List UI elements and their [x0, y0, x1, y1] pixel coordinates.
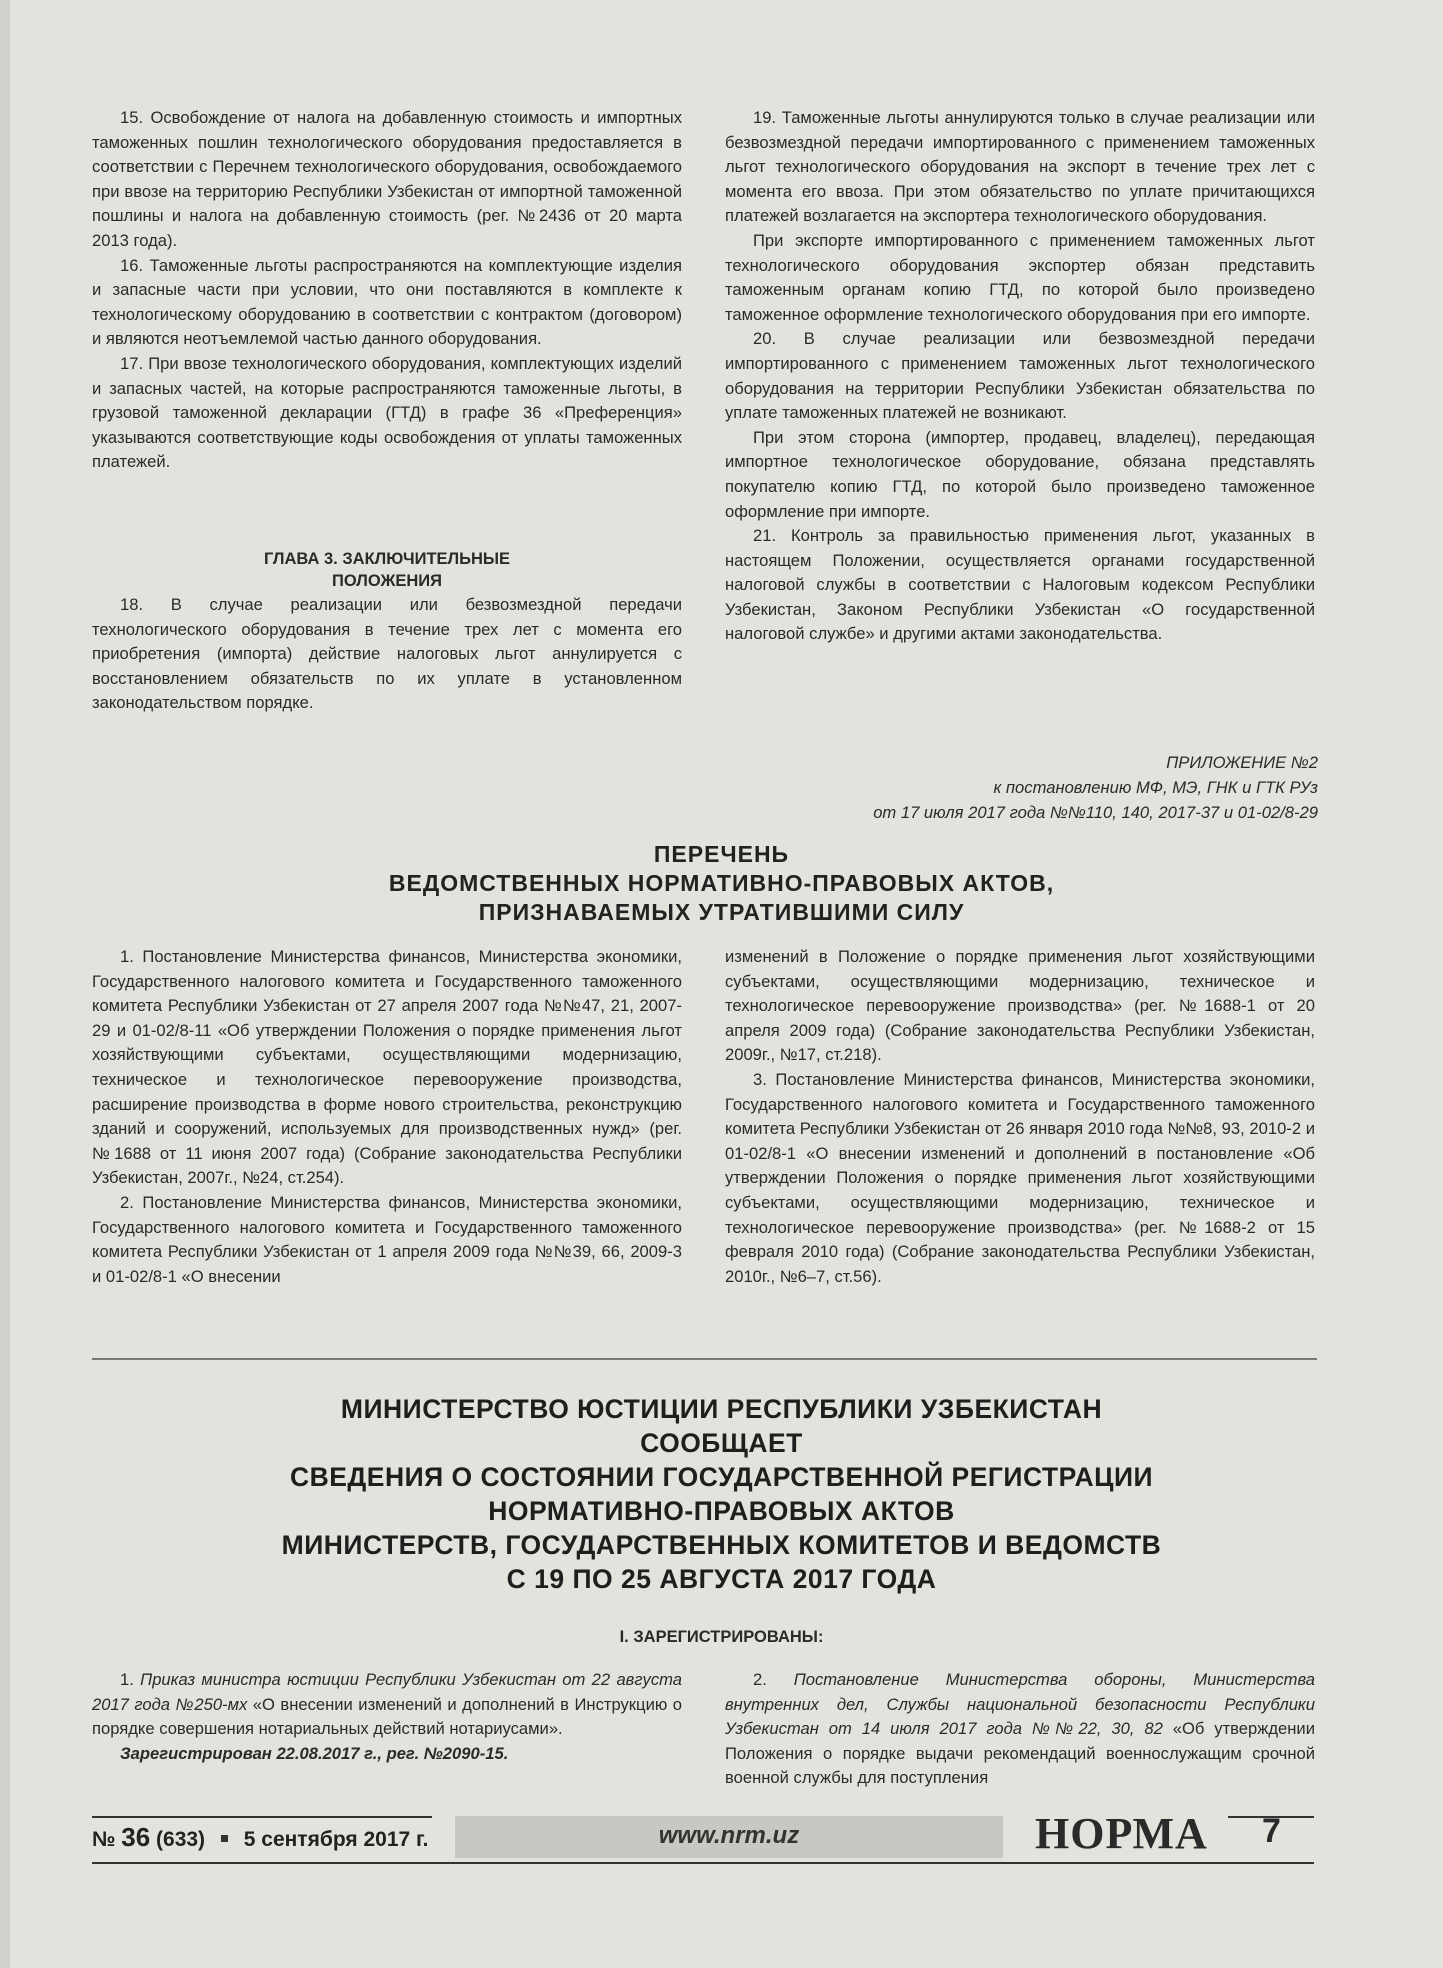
section-divider: [92, 1358, 1317, 1360]
registered-right-column: [725, 1668, 1315, 1791]
newspaper-brand: НОРМА: [1035, 1809, 1208, 1858]
issue-prefix: №: [92, 1828, 116, 1851]
list-left-column: [92, 945, 682, 1289]
list-title-line1: ПЕРЕЧЕНЬ: [653, 841, 790, 867]
list-right-column: [725, 945, 1315, 1289]
registered-item-2-num: 2.: [753, 1670, 767, 1689]
ministry-title-line4: НОРМАТИВНО-ПРАВОВЫХ АКТОВ: [488, 1496, 955, 1526]
chapter-heading-line2: ПОЛОЖЕНИЯ: [331, 572, 443, 590]
footer-top-rule: [92, 1816, 432, 1818]
registered-item-2-title: Постановление Министерства обороны, Министерства внутренних дел, Службы национальной безопасности Республики Узбекистан от 14 июля 2017 года №№22, 30, 82: [725, 1670, 1315, 1739]
top-right-column: [725, 106, 1315, 647]
registered-left-column: [92, 1668, 682, 1766]
ministry-title-line1: МИНИСТЕРСТВО ЮСТИЦИИ РЕСПУБЛИКИ УЗБЕКИСТАН: [340, 1394, 1103, 1424]
registered-item-1-title: Приказ министра юстиции Республики Узбекистан от 22 августа 2017 года №250-мх: [92, 1670, 682, 1714]
ministry-title-line6: С 19 ПО 25 АВГУСТА 2017 ГОДА: [506, 1564, 937, 1594]
registered-item-1-text: «О внесении изменений и дополнений в Инструкцию о порядке совершения нотариальных действий нотариусами».: [92, 1694, 682, 1739]
paragraph-16: 16. Таможенные льготы распространяются на комплектующие изделия и запасные части при условии, что они поставляются в комплекте к технологическому оборудованию в соответствии с контрактом (договором) и являются неотъемлемой частью данного оборудования.: [92, 255, 682, 349]
appendix-line2: к постановлению МФ, МЭ, ГНК и ГТК РУз: [993, 778, 1318, 797]
page-edge: [0, 0, 10, 1968]
top-left-column: [92, 106, 682, 475]
appendix-reference: [873, 750, 1318, 825]
registered-item-1-num: 1.: [120, 1670, 134, 1689]
issue-date: 5 сентября 2017 г.: [243, 1828, 429, 1851]
list-item-2-cont: изменений в Положение о порядке применения льгот хозяйствующими субъектами, осуществляющими модернизацию, техническое и технологическое перевооружение производства» (рег. №1688-1 от 20 апреля 2009 года) (Собрание законодательства Республики Узбекистан, 2009г., №17, ст.218).: [725, 947, 1315, 1065]
issue-total: (633): [156, 1828, 206, 1851]
ministry-title-line2: СООБЩАЕТ: [640, 1428, 803, 1458]
paragraph-17: 17. При ввозе технологического оборудования, комплектующих изделий и запасных частей, на которые распространяются таможенные льготы, в грузовой таможенной декларации (ГТД) в графе 36 «Преференция» указываются соответствующие коды освобождения от уплаты таможенных платежей.: [92, 353, 682, 472]
appendix-line1: ПРИЛОЖЕНИЕ №2: [1166, 753, 1318, 772]
registered-item-2: [725, 1668, 1315, 1791]
registered-item-1: [92, 1668, 682, 1742]
list-title-line3: ПРИЗНАВАЕМЫХ УТРАТИВШИМИ СИЛУ: [478, 899, 965, 925]
list-item-2: 2. Постановление Министерства финансов, Министерства экономики, Государственного налогового комитета и Государственного таможенного комитета Республики Узбекистан от 1 апреля 2009 года №№39, 66, 2009-3 и 01-02/8-1 «О внесении: [92, 1192, 682, 1286]
paragraph-19-cont: При экспорте импортированного с применением таможенных льгот технологического оборудования экспортер обязан представить таможенным органам копию ГТД, по которой было произведено таможенное оформление технологического оборудования при его импорте.: [725, 230, 1315, 324]
appendix-line3: от 17 июля 2017 года №№110, 140, 2017-37 и 01-02/8-29: [873, 803, 1318, 822]
page-number: 7: [1262, 1812, 1281, 1850]
issue-number: 36: [121, 1822, 151, 1852]
list-item-3: 3. Постановление Министерства финансов, Министерства экономики, Государственного налогового комитета и Государственного таможенного комитета Республики Узбекистан от 26 января 2010 года №№8, 93, 2010-2 и 01-02/8-1 «О внесении изменений и дополнений в постановление «Об утверждении Положения о порядке применения льгот хозяйствующими субъектами, осуществляющими модернизацию, техническое и технологическое перевооружение производства» (рег. №1688-2 от 15 февраля 2010 года) (Собрание законодательства Республики Узбекистан, 2010г., №6–7, ст.56).: [725, 1069, 1315, 1286]
ministry-title-line5: МИНИСТЕРСТВ, ГОСУДАРСТВЕННЫХ КОМИТЕТОВ И ВЕДОМСТВ: [281, 1530, 1162, 1560]
paragraph-15: 15. Освобождение от налога на добавленную стоимость и импортных таможенных пошлин технологического оборудования предоставляется в соответствии с Перечнем технологического оборудования, освобождаемого при ввозе на территорию Республики Узбекистан от импортной таможенной пошлины и налога на добавленную стоимость (рег. №2436 от 20 марта 2013 года).: [92, 108, 682, 250]
paragraph-18: 18. В случае реализации или безвозмездной передачи технологического оборудования в течение трех лет с момента его приобретения (импорта) действие налоговых льгот аннулируется с восстановлением обязательств по их уплате в установленном законодательством порядке.: [92, 595, 682, 713]
registered-item-2-text: «Об утверждении Положения о порядке выдачи рекомендаций военнослужащим срочной военной службы для поступления: [725, 1719, 1315, 1788]
list-title: [0, 840, 1443, 927]
ministry-title: [0, 1392, 1443, 1596]
registered-heading: I. ЗАРЕГИСТРИРОВАНЫ:: [619, 1628, 824, 1646]
footer-bottom-rule: [92, 1862, 1314, 1864]
site-url: www.nrm.uz: [658, 1822, 800, 1849]
chapter-heading-line1: ГЛАВА 3. ЗАКЛЮЧИТЕЛЬНЫЕ: [263, 550, 511, 568]
list-item-1: 1. Постановление Министерства финансов, Министерства экономики, Государственного налогового комитета и Государственного таможенного комитета Республики Узбекистан от 27 апреля 2007 года №№47, 21, 2007-29 и 01-02/8-11 «Об утверждении Положения о порядке применения льгот хозяйствующими субъектами, осуществляющими модернизацию, техническое и технологическое перевооружение производства, расширение производства в форме нового строительства, реконструкцию зданий и сооружений, используемых для производственных нужд» (рег. №1688 от 11 июня 2007 года) (Собрание законодательства Республики Узбекистан, 2007г., №24, ст.254).: [92, 947, 682, 1188]
issue-info: [92, 1822, 428, 1853]
ministry-title-line3: СВЕДЕНИЯ О СОСТОЯНИИ ГОСУДАРСТВЕННОЙ РЕГИСТРАЦИИ: [289, 1462, 1154, 1492]
top-left-column-cont: [92, 593, 682, 716]
list-title-line2: ВЕДОМСТВЕННЫХ НОРМАТИВНО-ПРАВОВЫХ АКТОВ,: [388, 870, 1055, 896]
chapter-3-heading: [92, 548, 682, 592]
paragraph-19: 19. Таможенные льготы аннулируются только в случае реализации или безвозмездной передачи импортированного с применением таможенных льгот технологического оборудования на экспорт в течение трех лет с момента его ввоза. При этом обязательство по уплате причитающихся платежей возлагается на экспортера технологического оборудования.: [725, 108, 1315, 226]
paragraph-20: 20. В случае реализации или безвозмездной передачи импортированного с применением таможенных льгот технологического оборудования на территории Республики Узбекистан обязательства по уплате таможенных платежей не возникают.: [725, 329, 1315, 423]
paragraph-20-cont: При этом сторона (импортер, продавец, владелец), передающая импортное технологическое оборудование, обязана представлять покупателю копию ГТД, по которой было произведено таможенное оформление при импорте.: [725, 427, 1315, 521]
paragraph-21: 21. Контроль за правильностью применения льгот, указанных в настоящем Положении, осуществляется органами государственной налоговой службы в соответствии с Налоговым кодексом Республики Узбекистан, Законом Республики Узбекистан «О государственной налоговой службе» и другими актами законодательства.: [725, 526, 1315, 644]
registered-item-1-registration: Зарегистрирован 22.08.2017 г., рег. №2090-15.: [120, 1743, 509, 1763]
bullet-icon: [221, 1835, 228, 1842]
